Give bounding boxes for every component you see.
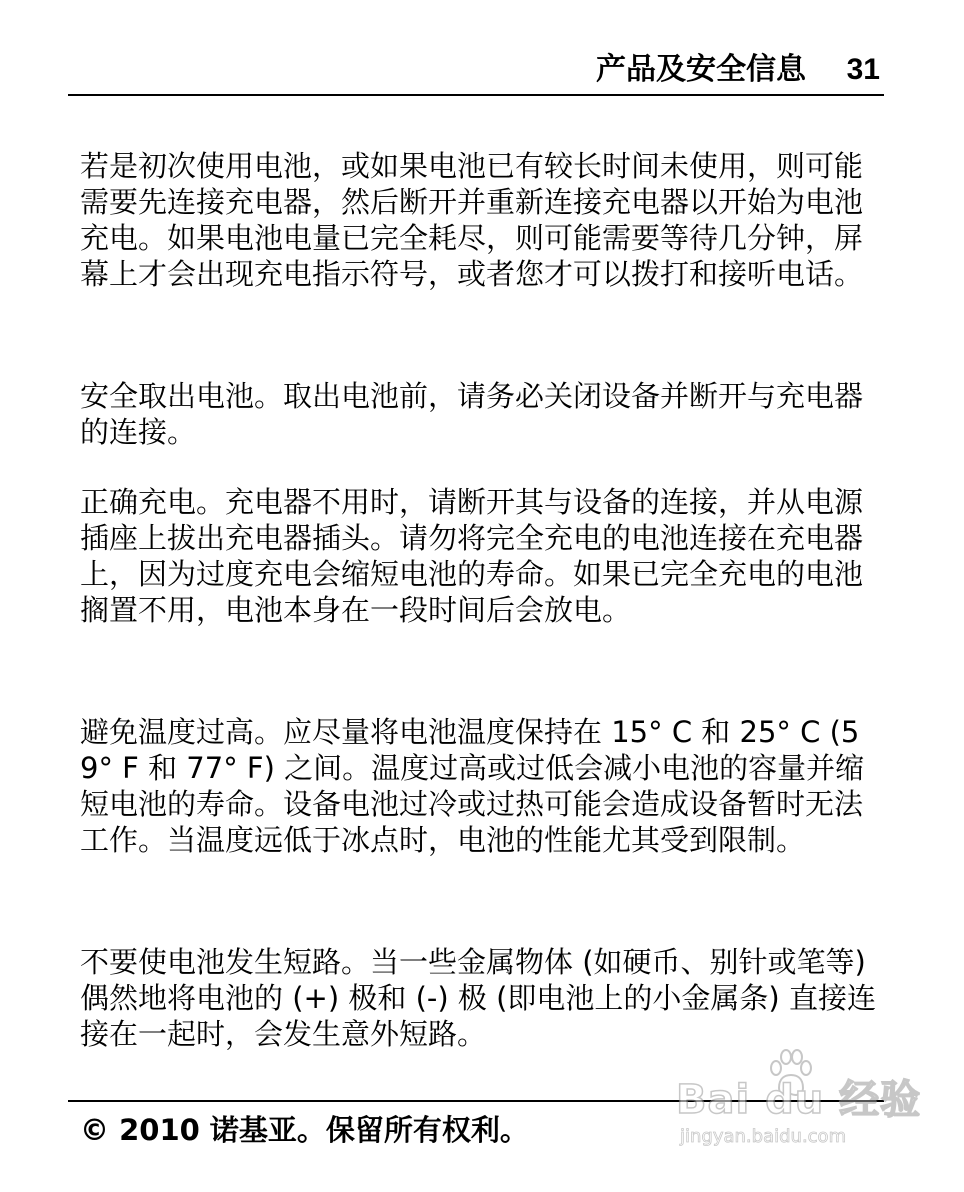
watermark-url: jingyan.baidu.com: [680, 1126, 847, 1147]
baidu-watermark: [676, 1048, 922, 1158]
paragraph-temperature: 避免温度过高。应尽量将电池温度保持在 15° C 和 25° C (59° F 和 77° F) 之间。温度过高或过低会减小电池的容量并缩短电池的寿命。设备电池过冷或过热可能会造成设备暂时无法工作。当温度远低于冰点时，电池的性能尤其受到限制。: [80, 715, 865, 857]
page-title: 产品及安全信息: [596, 52, 806, 87]
paragraph-remove-battery: 安全取出电池。取出电池前，请务必关闭设备并断开与充电器的连接。: [80, 379, 864, 449]
paragraph-short-circuit: 不要使电池发生短路。当一些金属物体 (如硬币、别针或笔等) 偶然地将电池的 (+) 极和 (-) 极 (即电池上的小金属条) 直接连接在一起时，会发生意外短路。: [80, 945, 876, 1051]
body-text: [80, 148, 880, 1059]
page-number: 31: [846, 53, 880, 86]
paragraph-charge-correctly: 正确充电。充电器不用时，请断开其与设备的连接，并从电源插座上拔出充电器插头。请勿将完全充电的电池连接在充电器上，因为过度充电会缩短电池的寿命。如果已完全充电的电池搁置不用，电池本身在一段时间后会放电。: [80, 485, 864, 627]
page-header: [68, 44, 884, 96]
copyright-notice: © 2010 诺基亚。保留所有权利。: [80, 1113, 529, 1147]
watermark-logo-text: Bai du 经验: [676, 1077, 922, 1123]
paragraph-first-use: 若是初次使用电池，或如果电池已有较长时间未使用，则可能需要先连接充电器，然后断开并重新连接充电器以开始为电池充电。如果电池电量已完全耗尽，则可能需要等待几分钟，屏幕上才会出现充电指示符号，或者您才可以拨打和接听电话。: [80, 149, 864, 291]
